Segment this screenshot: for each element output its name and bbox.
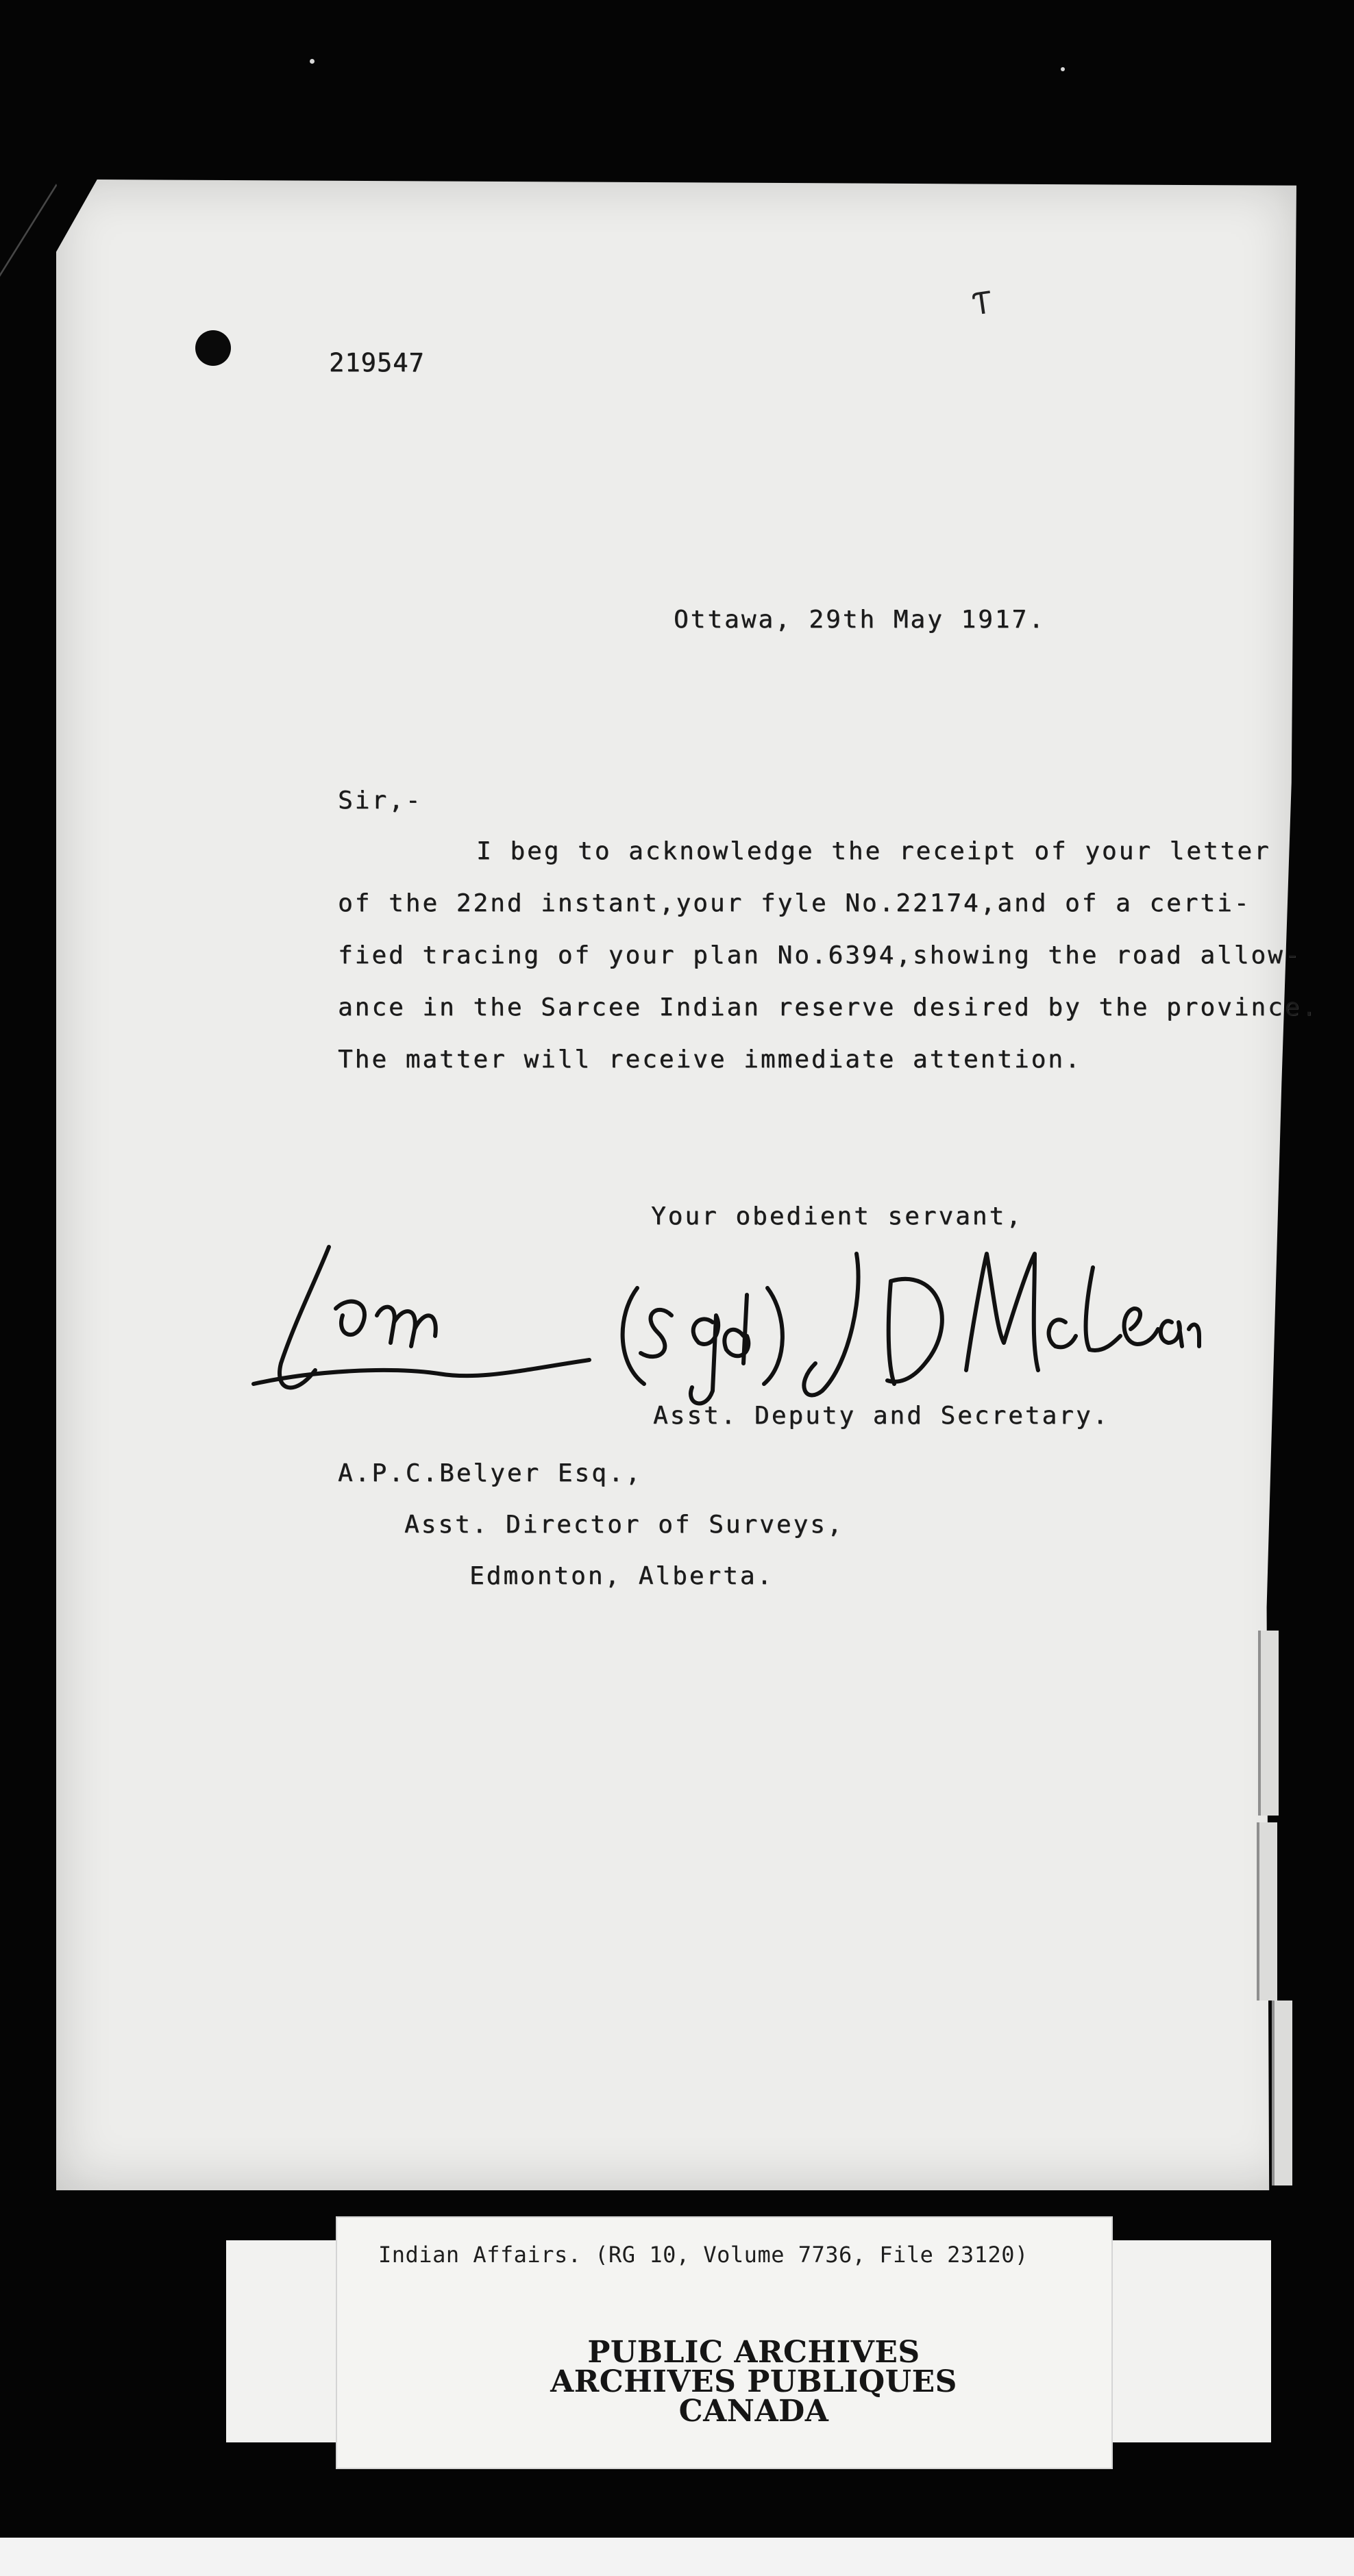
punch-hole (195, 330, 231, 366)
archive-reference: Indian Affairs. (RG 10, Volume 7736, File 23120) (378, 2242, 1029, 2268)
addressee-location: Edmonton, Alberta. (469, 1562, 774, 1590)
addressee-title: Asst. Director of Surveys, (404, 1511, 844, 1539)
body-line: I beg to acknowledge the receipt of your letter (476, 837, 1271, 865)
archive-title-line: CANADA (678, 2394, 829, 2429)
body-line: ance in the Sarcee Indian reserve desired by the province. (338, 993, 1319, 1021)
body-line: The matter will receive immediate attention. (338, 1045, 1082, 1074)
margin-mark: Ƭ (970, 285, 994, 323)
torn-edge (1272, 2001, 1292, 2185)
closing: Your obedient servant, (651, 1202, 1023, 1230)
signatory-title: Asst. Deputy and Secretary. (653, 1402, 1110, 1430)
torn-edge (1258, 1631, 1279, 1816)
letter-page (56, 179, 1296, 2190)
torn-edge (1257, 1822, 1277, 2001)
archive-title-line: ARCHIVES PUBLIQUES (550, 2364, 957, 2399)
body-line: fied tracing of your plan No.6394,showing the road allow- (338, 941, 1302, 969)
salutation: Sir,- (338, 787, 423, 815)
film-speck (1061, 67, 1065, 71)
film-border (0, 2538, 1354, 2576)
addressee-name: A.P.C.Belyer Esq., (338, 1459, 643, 1487)
film-speck (310, 59, 315, 64)
file-number: 219547 (329, 348, 425, 377)
archive-title-line: PUBLIC ARCHIVES (587, 2335, 920, 2370)
dateline: Ottawa, 29th May 1917. (674, 606, 1046, 634)
body-line: of the 22nd instant,your fyle No.22174,and of a certi- (338, 889, 1251, 917)
